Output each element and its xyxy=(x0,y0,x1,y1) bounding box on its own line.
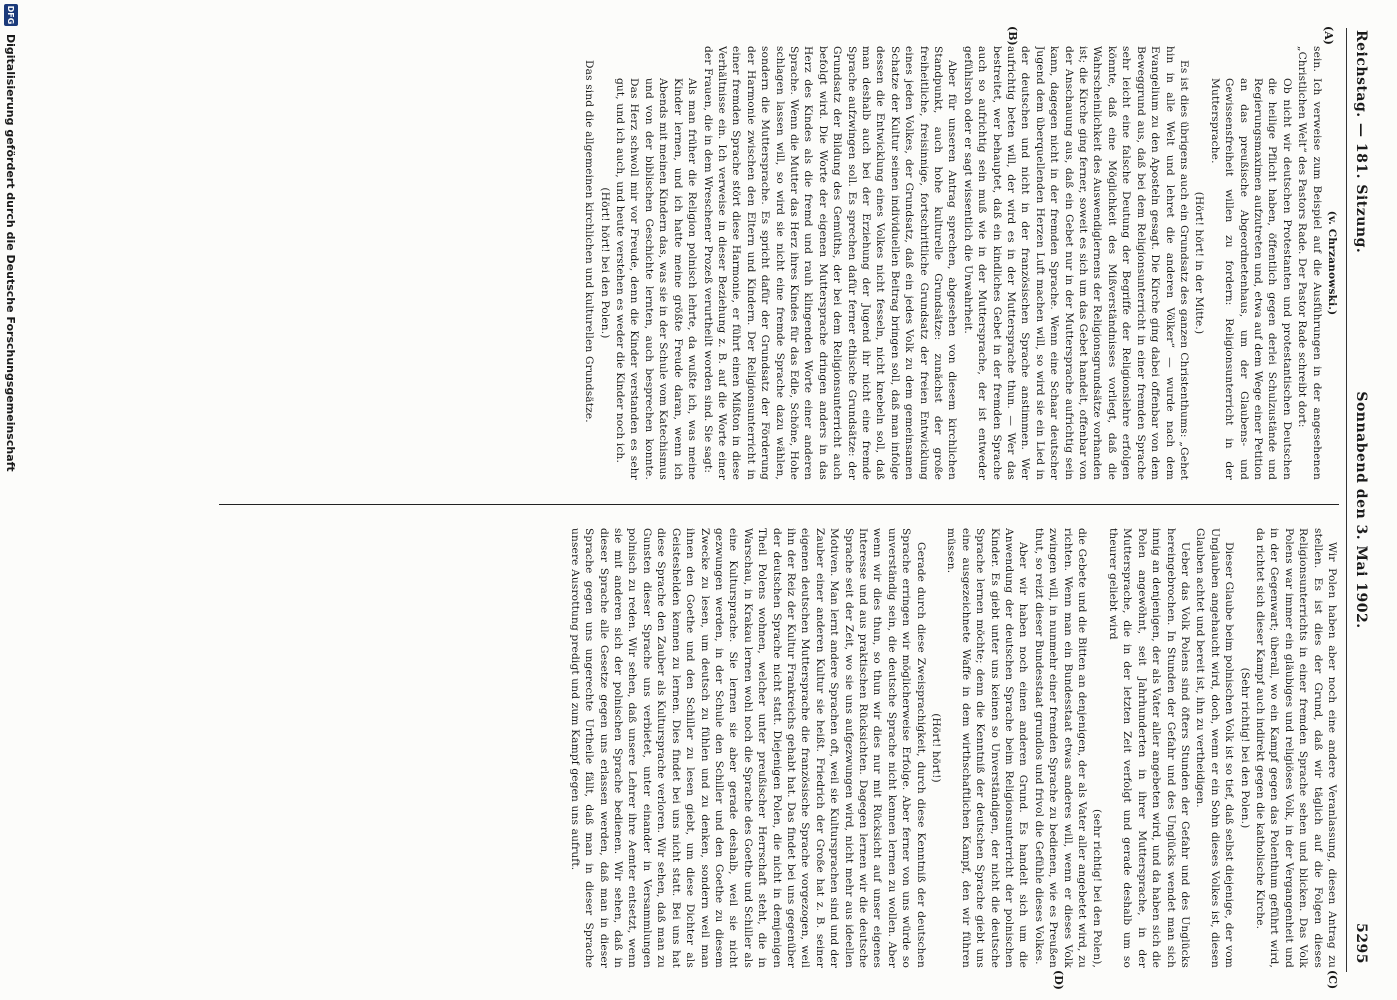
paragraph: Ueber das Volk Polens sind öfters Stunden der Gefahr und des Unglücks hereingebrochen. In Stunden der Gefahr und des Unglücks wendet man sich innig an denjenigen, der als Vater aller angebeten wird, und da haben sich die Polen angewöhnt, seit Jahrhunderten in ihrer Muttersprache, in der Muttersprache, die in der letzten Zeit verfolgt und gerade deshalb um so theurer geliebt wird xyxy=(1106,528,1191,968)
dfg-logo-icon: DFG xyxy=(4,4,18,26)
margin-marker-a: (A) xyxy=(1322,26,1335,45)
speaker-label: (v. Chrzanowski.) xyxy=(1326,210,1338,316)
header-rule xyxy=(1346,28,1347,972)
paragraph: die Gebete und die Bitten an denjenigen, der als Vater aller angebetet wird, zu richten. Wenn man ein Bundesstaat etwas anderes will, wenn er dieses Volk zwingen will, in nunmehr einer fremden Sprache zu bedienen, wie es Preußen thut, so reizt dieser Bundesstaat grundlos und frivol die Gefühle dieses Volkes. xyxy=(1032,528,1089,968)
column-divider xyxy=(219,504,1339,505)
interjection: (sehr richtig! bei den Polen), xyxy=(1091,809,1104,968)
page-header-date: Sonnabend den 3. Mai 1902. xyxy=(1353,391,1369,629)
paragraph: Dieser Glaube beim polnischen Volk ist so tief, daß selbst diejenige, der vom Unglauben angehaucht wird, doch, wenn er ein Sohn dieses Volkes ist, diesen Glauben achtet und bereit ist, ihn zu vertheidigen. xyxy=(1194,528,1236,968)
paragraph: sein. Ich verweise zum Beispiel auf die Ausführungen in der angesehenen „Christlichen Welt“ des Pastors Rade. Der Pastor Rade schreibt dort: xyxy=(1296,46,1323,480)
paragraph: Das sind die allgemeinen kirchlichen und kulturellen Grundsätze. xyxy=(583,60,596,423)
paragraph: Wir Polen haben aber noch eine andere Veranlassung, diesen Antrag zu stellen. Es ist dies der Grund, daß wir täglich auf die Folgen dieses Religionsunterrichts in einer fremden Sprache sehen und blicken. Das Volk Polens war immer ein gläubiges und religiöses Volk, in der Vergangenheit und in der Gegenwart; überall, wo ein Kampf gegen das Polenthum geführt wird, da richtet sich dieser Kampf auch indirekt gegen die katholische Kirche. xyxy=(1253,528,1338,968)
margin-marker-c: (C) xyxy=(1326,970,1339,990)
margin-marker-d: (D) xyxy=(1052,970,1065,990)
interjection: (Sehr richtig! bei den Polen.) xyxy=(1238,667,1251,829)
right-column xyxy=(139,528,1339,968)
paragraph: Aber wir haben noch einen anderen Grund. Es handelt sich um die Anwendung der deutschen Sprache beim Religionsunterricht der polnischen Kinder. Es giebt unter uns keinen so Unverständigen, der nicht die deutsche Sprache lernen möchte; denn die Kenntniß der deutschen Sprache giebt uns eine ausgezeichnete Waffe in dem wirthschaftlichen Kampf, den wir führen müssen. xyxy=(945,528,1030,968)
margin-marker-b: (B) xyxy=(1006,26,1019,46)
quotation: Als man früher die Religion polnisch lehrte, da wußte ich, was meine Kinder lernen, und ich hatte meine größte Freude daran, wenn ich Abends mit meinen Kindern das, was sie in der Schule vom Katechismus und von der biblischen Geschichte lernten, auch besprechen konnte. Das Herz schwoll mir vor Freude, denn die Kinder verstanden es sehr gut, und ich auch, und heute verstehen es weder die Kinder noch ich. xyxy=(614,78,699,480)
interjection: (Hört! hört! in der Mitte.) xyxy=(1193,191,1206,335)
paragraph: Es ist dies übrigens auch ein Grundsatz des ganzen Christenthums: „Gehet hin in alle Welt und lehret die anderen Völker“ — wurde nach dem Evangelium zu den Aposteln gesagt. Die Kirche ging dabei offenbar von dem Beweggrund aus, daß bei dem Religionsunterricht in einer fremden Sprache sehr leicht eine falsche Deutung der Begriffe der Religionslehre erfolgen könnte, daß eine Möglichkeit des Mißverständnisses vorliegt, daß die Wahrscheinlichkeit des Auswendiglernens der Religionsgrundsätze vorhanden ist; die Kirche ging ferner, soweit es sich um das Gebet handelt, offenbar von der Anschauung aus, daß ein Gebet nur in der Muttersprache aufrichtig sein kann, dagegen nicht in der fremden Sprache. Wenn eine Schaar deutscher Jugend dem überquellenden Herzen Luft machen will, so wird sie ein Lied in der deutschen und nicht in der französischen Sprache anstimmen. Wer aufrichtig beten will, der wird es in der Muttersprache thun. — Wer das bestreitet, wer behauptet, daß ein kindliches Gebet in der fremden Sprache auch so aufrichtig sein muß wie in der Muttersprache, der ist entweder gefühlsroh oder er sagt wissentlich die Unwahrheit. xyxy=(961,46,1190,480)
page-number: 5295 xyxy=(1353,923,1369,964)
quotation: Ob nicht wir deutschen Protestanten und protestantischen Deutschen die heilige Pflicht haben, öffentlich gegen derlei Schulzustände und Regierungsmaximen aufzutreten und, etwa auf dem Wege einer Petition an das preußische Abgeordnetenhaus, um der Glaubens- und Gewissensfreiheit willen zu fordern: Religionsunterricht in der Muttersprache. xyxy=(1208,78,1293,480)
digitization-footer xyxy=(0,0,22,1000)
paragraph: Aber für unseren Antrag sprechen, abgesehen von diesem kirchlichen Standpunkt, auch hohe kulturelle Grundsätze: zunächst der große freiheitliche, freisinnige, fortschrittliche Grundsatz der freien Entwicklung eines jeden Volkes, der Grundsatz, daß ein jedes Volk zu dem gemeinsamen Schatze der Kultur seinen individuellen Beitrag bringen soll, daß man infolge dessen die Entwicklung eines Volkes nicht fesseln, nicht knebeln soll, daß man deshalb auch bei der Erziehung der Jugend ihr nicht eine fremde Sprache aufzwingen soll. Es sprechen dafür ferner ethische Grundsätze: der Grundsatz der Bildung des Gemüths, der bei dem Religionsunterricht auch befolgt wird. Die Worte der eigenen Muttersprache dringen anders in das Herz des Kindes als die fremd und rauh klingenden Worte einer anderen Sprache. Wenn die Mutter das Herz ihres Kindes für das Edle, Schöne, Hohe schlagen lassen will, so wird sie nicht eine fremde Sprache dazu wählen, sondern die Muttersprache. Es spricht dafür der Grundsatz der Förderung der Harmonie zwischen den Eltern und Kindern. Der Religionsunterricht in einer fremden Sprache stört diese Harmonie, er führt einen Mißton in diese Verhältnisse ein. Ich verweise in dieser Beziehung z. B. auf die Worte einer der Frauen, die in dem Wreschener Prozeß verurtheilt worden sind. Sie sagt: xyxy=(701,46,959,480)
interjection: (Hört! hört! bei den Polen.) xyxy=(598,187,611,339)
funding-note: Digitalisierung gefördert durch die Deutsche Forschungsgemeinschaft xyxy=(4,34,18,472)
page-header-left: Reichstag. — 181. Sitzung. xyxy=(1353,30,1369,254)
interjection: (Hört! hört!) xyxy=(930,713,943,783)
paragraph: Gerade durch diese Zweisprachigkeit, durch diese Kenntniß der deutschen Sprache erringen wir möglicherweise Erfolge. Aber ferner von uns würde so unverständig sein, die deutsche Sprache nicht kennen lernen zu wollen. Aber wenn wir dies thun, so thun wir dies nur mit Rücksicht auf unser eigenes Interesse und aus praktischen Rücksichten. Dagegen lernen wir die deutsche Sprache seit der Zeit, wo sie uns aufgezwungen wird, nicht mehr aus ideellen Motiven. Man lernt andere Sprachen oft, weil sie Kultursprachen sind und der Zauber einer anderen Kultur sie heißt. Friedrich der Große hat z. B. seiner eigenen deutschen Muttersprache die französische Sprache vorgezogen, weil ihn der Reiz der Kultur Frankreichs gehabt hat. Das findet bei uns gegenüber der deutschen Sprache nicht statt. Diejenigen Polen, die nicht in demjenigen Theil Polens wohnen, welcher unter preußischer Herrschaft steht, die in Warschau, in Krakau lernen wohl noch die Sprache des Goethe und Schiller als eine Kultursprache. Sie lernen sie aber gerade deshalb, weil sie nicht gezwungen werden, in der Schule den Schiller und den Goethe zu diesem Zwecke zu lesen, um deutsch zu fühlen und zu denken, sondern weil man ihnen den Goethe und den Schiller zu lesen giebt, um diese Dichter als Geisteshelden kennen zu lernen. Dies findet bei uns nicht statt. Bei uns hat diese Sprache den Zauber als Kultursprache verloren. Wir sehen, daß man zu Gunsten dieser Sprache uns verbietet, unter einander in Versammlungen polnisch zu reden. Wir sehen, daß unsere Lehrer ihre Aemter entsetzt, wenn sie mit anderen sich der polnischen Sprache bedienen. Wir sehen, daß in dieser Sprache alle Gesetze gegen uns erlassen werden, daß man in dieser Sprache gegen uns ungerechte Urtheile fällt, daß man in dieser Sprache unsere Ausrottung predigt und zum Kampf gegen uns aufruft. xyxy=(568,528,927,968)
left-column xyxy=(139,46,1339,480)
